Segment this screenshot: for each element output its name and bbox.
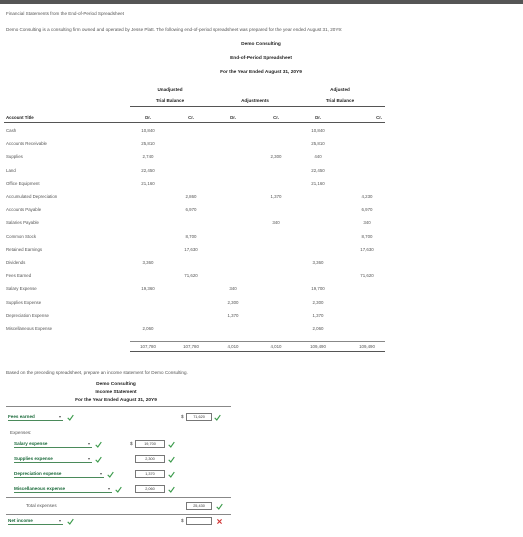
check-icon bbox=[168, 456, 175, 463]
supplies-expense-input[interactable]: 2,300 bbox=[135, 455, 165, 463]
adjusted-cr-header: Cr. bbox=[376, 115, 382, 120]
top-bar bbox=[0, 0, 523, 4]
is-header-rule bbox=[6, 406, 231, 407]
adjusted-cr-cell: 8,700 bbox=[361, 234, 373, 239]
account-title: Salary Expense bbox=[6, 286, 37, 291]
adjustments-header: Adjustments bbox=[241, 98, 269, 103]
account-title: Land bbox=[6, 168, 16, 173]
unadjusted-cr-cell: 71,620 bbox=[184, 273, 198, 278]
adjustments-dr-cell: 340 bbox=[229, 286, 237, 291]
adjusted-header: Adjusted bbox=[330, 87, 350, 92]
net-income-select-label: Net income bbox=[8, 518, 33, 523]
unadjusted-dr-cell: 3,360 bbox=[142, 260, 154, 265]
unadjusted-cr-cell: 2,860 bbox=[185, 194, 197, 199]
miscellaneous-expense-input[interactable]: 2,060 bbox=[135, 485, 165, 493]
spreadsheet-company: Demo Consulting bbox=[241, 42, 281, 47]
fees-earned-select[interactable] bbox=[8, 413, 63, 421]
account-title: Supplies bbox=[6, 154, 23, 159]
adjusted-cr-cell: 17,630 bbox=[360, 247, 374, 252]
check-icon bbox=[216, 503, 223, 510]
adjustments-cr-cell: 340 bbox=[272, 220, 280, 225]
account-title: Depreciation Expense bbox=[6, 313, 49, 318]
expenses-label: Expenses: bbox=[10, 430, 32, 435]
adjustments-dr-header: Dr. bbox=[230, 115, 236, 120]
unadjusted-dr-cell: 22,450 bbox=[141, 168, 155, 173]
salary-dollar-sign: $ bbox=[130, 441, 133, 446]
account-title: Cash bbox=[6, 128, 17, 133]
chevron-down-icon: ▾ bbox=[58, 414, 61, 419]
account-title: Retained Earnings bbox=[6, 247, 43, 252]
intro-description: Demo Consulting is a consulting firm owned and operated by Jesse Platt. The following end-of-period spreadsheet was prepared for the year ended August 31, 20Y9: bbox=[6, 27, 343, 32]
unadjusted-cr-cell: 8,700 bbox=[185, 234, 197, 239]
header-rule bbox=[130, 106, 385, 107]
fees-earned-select-label: Fees earned bbox=[8, 414, 35, 419]
adjusted-cr-cell: 340 bbox=[363, 220, 371, 225]
chevron-down-icon: ▾ bbox=[58, 518, 61, 523]
miscellaneous-expense-select[interactable] bbox=[14, 485, 112, 493]
chevron-down-icon: ▾ bbox=[107, 486, 110, 491]
is-company: Demo Consulting bbox=[96, 382, 136, 387]
adjusted-dr-cell: 440 bbox=[314, 154, 322, 159]
account-title: Accumulated Depreciation bbox=[6, 194, 58, 199]
miscellaneous-expense-select-label: Miscellaneous expense bbox=[14, 486, 66, 491]
check-icon bbox=[168, 441, 175, 448]
adjusted-dr-cell: 10,840 bbox=[311, 128, 325, 133]
unadjusted-dr-cell: 25,810 bbox=[141, 141, 155, 146]
account-title: Accounts Receivable bbox=[6, 141, 48, 146]
account-title: Office Equipment bbox=[6, 181, 40, 186]
chevron-down-icon: ▾ bbox=[87, 441, 90, 446]
check-icon bbox=[168, 471, 175, 478]
intro-title: Financial Statements from the End-of-Period Spreadsheet bbox=[6, 11, 124, 16]
supplies-expense-select[interactable] bbox=[14, 455, 92, 463]
unadjusted-dr-cell: 21,160 bbox=[141, 181, 155, 186]
check-icon bbox=[115, 486, 122, 493]
adjusted-dr-cell: 22,450 bbox=[311, 168, 325, 173]
total-adjustments-cr: 4,010 bbox=[270, 344, 282, 349]
depreciation-expense-select-label: Depreciation expense bbox=[14, 471, 62, 476]
salary-expense-select-label: Salary expense bbox=[14, 441, 48, 446]
salary-expense-input[interactable]: 19,700 bbox=[135, 440, 165, 448]
adjusted-dr-cell: 25,810 bbox=[311, 141, 325, 146]
unadjusted-header: Unadjusted bbox=[157, 87, 183, 92]
chevron-down-icon: ▾ bbox=[87, 456, 90, 461]
check-icon bbox=[95, 456, 102, 463]
net-income-select[interactable] bbox=[8, 517, 63, 525]
total-expenses-input[interactable]: 25,430 bbox=[186, 502, 212, 510]
adjustments-cr-cell: 2,300 bbox=[270, 154, 282, 159]
unadjusted-dr-cell: 2,740 bbox=[142, 154, 154, 159]
adjusted-dr-cell: 21,160 bbox=[311, 181, 325, 186]
adjusted-cr-cell: 6,970 bbox=[361, 207, 373, 212]
total-unadjusted-dr: 107,780 bbox=[140, 344, 156, 349]
adjustments-cr-header: Cr. bbox=[273, 115, 279, 120]
unadjusted-dr-header: Dr. bbox=[145, 115, 151, 120]
net-income-dollar-sign: $ bbox=[181, 518, 184, 523]
question-text: Based on the preceding spreadsheet, prepare an income statement for Demo Consulting. bbox=[6, 370, 188, 375]
adjusted-dr-cell: 19,700 bbox=[311, 286, 325, 291]
adjusted-cr-cell: 4,230 bbox=[361, 194, 373, 199]
adjusted-dr-cell: 2,060 bbox=[312, 326, 324, 331]
spreadsheet-period: For the Year Ended August 31, 20Y9 bbox=[220, 70, 302, 75]
adjusted-cr-cell: 71,620 bbox=[360, 273, 374, 278]
spreadsheet-title: End-of-Period Spreadsheet bbox=[230, 56, 292, 61]
check-icon bbox=[67, 518, 74, 525]
unadjusted-dr-cell: 19,360 bbox=[141, 286, 155, 291]
fees-dollar-sign: $ bbox=[181, 414, 184, 419]
adjusted-dr-cell: 2,300 bbox=[312, 300, 324, 305]
account-title: Dividends bbox=[6, 260, 26, 265]
depreciation-expense-select[interactable] bbox=[14, 470, 104, 478]
is-title: Income Statement bbox=[95, 390, 137, 395]
adjustments-cr-cell: 1,370 bbox=[270, 194, 282, 199]
depreciation-expense-input[interactable]: 1,370 bbox=[135, 470, 165, 478]
is-expenses-rule bbox=[6, 497, 231, 498]
table-top-rule bbox=[4, 122, 385, 123]
account-title-header: Account Title bbox=[6, 115, 34, 120]
adjusted-dr-cell: 3,360 bbox=[312, 260, 324, 265]
fees-earned-input[interactable]: 71,620 bbox=[186, 413, 212, 421]
unadjusted-cr-cell: 6,970 bbox=[185, 207, 197, 212]
totals-top-rule bbox=[130, 341, 385, 342]
adjusted-dr-cell: 1,370 bbox=[312, 313, 324, 318]
check-icon bbox=[214, 414, 221, 421]
total-adjustments-dr: 4,010 bbox=[227, 344, 239, 349]
is-period: For the Year Ended August 31, 20Y9 bbox=[75, 398, 157, 403]
adjustments-dr-cell: 1,370 bbox=[227, 313, 239, 318]
check-icon bbox=[168, 486, 175, 493]
total-adjusted-dr: 109,490 bbox=[310, 344, 326, 349]
unadjusted-dr-cell: 10,840 bbox=[141, 128, 155, 133]
adjusted-subheader: Trial Balance bbox=[325, 98, 355, 103]
wrong-icon bbox=[216, 518, 223, 525]
check-icon bbox=[95, 441, 102, 448]
total-unadjusted-cr: 107,780 bbox=[183, 344, 199, 349]
unadjusted-dr-cell: 2,060 bbox=[142, 326, 154, 331]
account-title: Salaries Payable bbox=[6, 220, 39, 225]
check-icon bbox=[107, 471, 114, 478]
total-adjusted-cr: 109,490 bbox=[359, 344, 375, 349]
supplies-expense-select-label: Supplies expense bbox=[14, 456, 53, 461]
chevron-down-icon: ▾ bbox=[99, 471, 102, 476]
salary-expense-select[interactable] bbox=[14, 440, 92, 448]
adjusted-dr-header: Dr. bbox=[315, 115, 321, 120]
is-total-rule bbox=[6, 514, 231, 515]
total-expenses-label: Total expenses bbox=[26, 503, 57, 508]
unadjusted-subheader: Trial Balance bbox=[155, 98, 185, 103]
check-icon bbox=[67, 414, 74, 421]
account-title: Accounts Payable bbox=[6, 207, 42, 212]
unadjusted-cr-header: Cr. bbox=[188, 115, 194, 120]
totals-bottom-rule bbox=[130, 351, 385, 352]
account-title: Miscellaneous Expense bbox=[6, 326, 53, 331]
account-title: Fees Earned bbox=[6, 273, 32, 278]
unadjusted-cr-cell: 17,630 bbox=[184, 247, 198, 252]
adjustments-dr-cell: 2,300 bbox=[227, 300, 239, 305]
account-title: Supplies Expense bbox=[6, 300, 42, 305]
net-income-input[interactable] bbox=[186, 517, 212, 525]
account-title: Common Stock bbox=[6, 234, 37, 239]
